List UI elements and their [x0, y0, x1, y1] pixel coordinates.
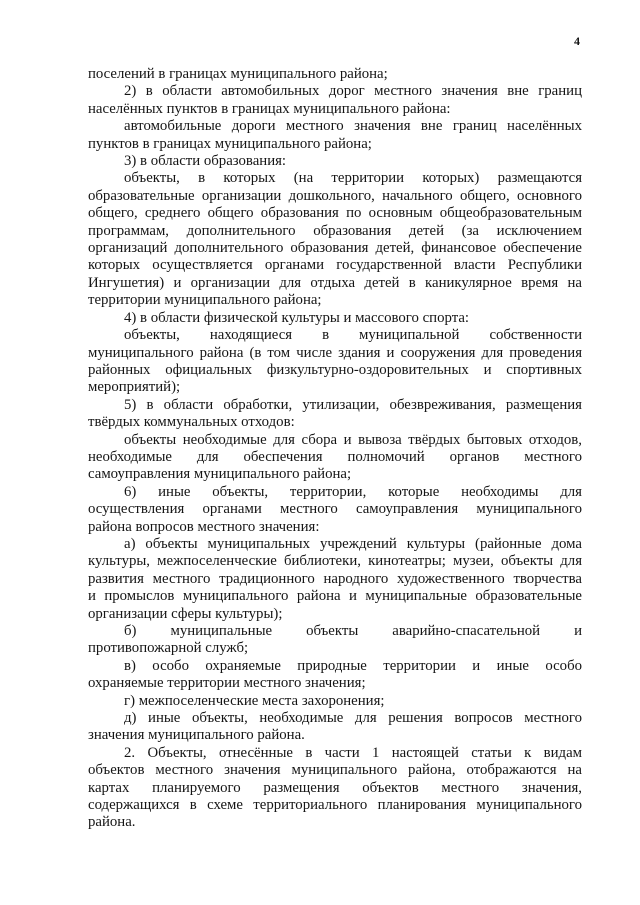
- paragraph: [88, 658, 582, 693]
- text-line: территории муниципального района;: [88, 292, 322, 309]
- text-line: 2) в области автомобильных дорог местного значения вне границ: [124, 83, 582, 100]
- paragraph: [88, 710, 582, 745]
- text-line: противопожарной служб;: [88, 640, 249, 657]
- text-line: организации сферы культуры);: [88, 605, 283, 622]
- text-line: г) межпоселенческие места захоронения;: [124, 692, 385, 709]
- text-line: осуществления органами местного самоуправления муниципального: [88, 501, 582, 518]
- text-line: значения муниципального района.: [88, 727, 305, 744]
- text-line: и промыслов муниципального района и муниципальные образовательные: [88, 588, 582, 605]
- paragraph: [88, 432, 582, 484]
- text-line: которых осуществляется органами государственной власти Республики: [88, 257, 582, 274]
- text-line: необходимые для обеспечения полномочий органов местного: [88, 448, 582, 465]
- text-line: 6) иные объекты, территории, которые необходимы для: [124, 483, 582, 500]
- paragraph: [88, 484, 582, 536]
- text-line: района вопросов местного значения:: [88, 518, 320, 535]
- text-line: организаций дополнительного образования детей, финансовое обеспечение: [88, 240, 582, 257]
- text-line: в) особо охраняемые природные территории и иные особо: [124, 657, 582, 674]
- text-line: районных официальных физкультурно-оздоровительных и спортивных: [88, 361, 582, 378]
- text-line: картах планируемого размещения объектов местного значения,: [88, 779, 582, 796]
- text-line: культуры, межпоселенческие библиотеки, кинотеатры; музеи, объекты для: [88, 553, 582, 570]
- paragraph: [88, 66, 582, 83]
- text-line: твёрдых коммунальных отходов:: [88, 414, 295, 431]
- text-line: автомобильные дороги местного значения вне границ населённых: [124, 118, 582, 135]
- paragraph: [88, 327, 582, 397]
- paragraph: [88, 693, 582, 710]
- text-line: Ингушетия) и организации для отдыха детей в каникулярное время на: [88, 274, 582, 291]
- text-line: содержащихся в схеме территориального планирования муниципального: [88, 797, 582, 814]
- paragraph: [88, 170, 582, 309]
- paragraph: [88, 623, 582, 658]
- text-line: самоуправления муниципального района;: [88, 466, 352, 483]
- text-line: д) иные объекты, необходимые для решения вопросов местного: [124, 710, 582, 727]
- page-number: 4: [574, 34, 580, 48]
- document-body: [88, 66, 582, 832]
- text-line: пунктов в границах муниципального района;: [88, 135, 372, 152]
- paragraph: [88, 153, 582, 170]
- text-line: 5) в области обработки, утилизации, обезвреживания, размещения: [124, 396, 582, 413]
- text-line: населённых пунктов в границах муниципального района:: [88, 100, 451, 117]
- text-line: б) муниципальные объекты аварийно-спасательной и: [124, 623, 582, 639]
- text-line: а) объекты муниципальных учреждений культуры (районные дома: [124, 535, 582, 552]
- text-line: образовательные организации дошкольного, начального общего, основного: [88, 187, 582, 204]
- text-line: 2. Объекты, отнесённые в части 1 настоящей статьи к видам: [124, 744, 582, 761]
- text-line: муниципального района (в том числе здания и сооружения для проведения: [88, 344, 582, 361]
- paragraph: [88, 83, 582, 118]
- paragraph: [88, 310, 582, 327]
- text-line: объекты необходимые для сбора и вывоза твёрдых бытовых отходов,: [124, 431, 582, 448]
- text-line: программам, дополнительного образования детей (за исключением: [88, 222, 582, 239]
- text-line: общего, среднего общего образования по основным общеобразовательным: [88, 205, 582, 222]
- text-line: 4) в области физической культуры и массового спорта:: [124, 309, 470, 326]
- text-line: 3) в области образования:: [124, 153, 287, 170]
- paragraph: [88, 745, 582, 832]
- text-line: развития местного традиционного народного художественного творчества: [88, 570, 582, 587]
- text-line: объектов местного значения муниципального района, отображаются на: [88, 762, 582, 779]
- text-line: мероприятий);: [88, 379, 181, 396]
- paragraph: [88, 536, 582, 623]
- text-line: охраняемые территории местного значения;: [88, 675, 366, 692]
- text-line: района.: [88, 814, 136, 831]
- text-line: поселений в границах муниципального района;: [88, 66, 388, 82]
- text-line: объекты, в которых (на территории которых) размещаются: [124, 170, 582, 187]
- paragraph: [88, 397, 582, 432]
- text-line: объекты, находящиеся в муниципальной собственности: [124, 327, 582, 344]
- paragraph: [88, 118, 582, 153]
